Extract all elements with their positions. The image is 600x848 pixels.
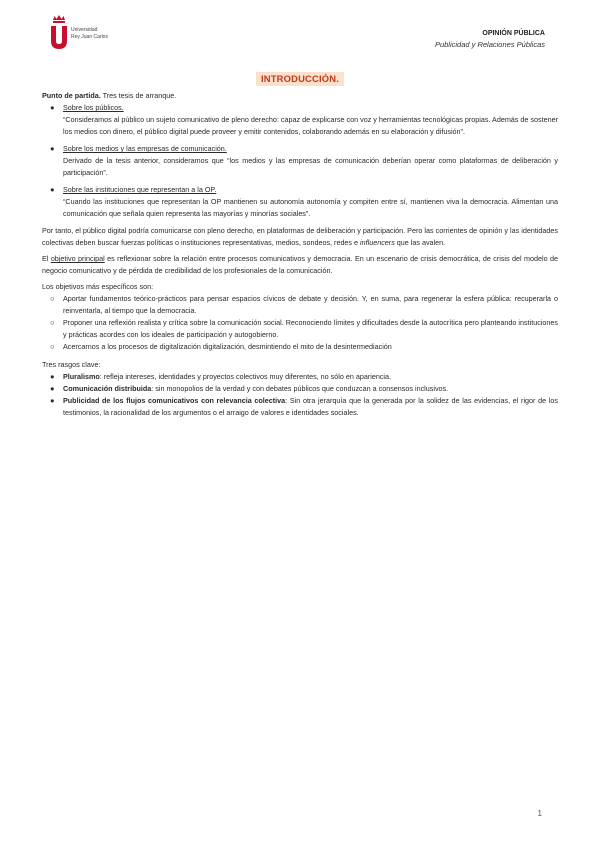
- paragraph-conclusion: [42, 225, 558, 249]
- thesis-heading: Sobre los medios y las empresas de comunicación.: [63, 144, 227, 153]
- title-wrap: [42, 72, 558, 86]
- objective-text: Acercarnos a los procesos de digitalización digitalización, desmintiendo el mito de la desintermediación: [63, 342, 392, 351]
- trait-text: : refleja intereses, identidades y proyectos colectivos muy diferentes, no sólo en apariencia.: [99, 372, 392, 381]
- university-logo: [50, 14, 120, 50]
- trait-item: [42, 395, 558, 419]
- objective-item: [42, 317, 558, 341]
- thesis-item: [42, 143, 558, 179]
- trait-item: [42, 383, 558, 395]
- thesis-heading: Sobre las instituciones que representan a la OP.: [63, 185, 217, 194]
- intro-text: Tres tesis de arranque.: [100, 91, 177, 100]
- para1-end: que las avalen.: [394, 238, 446, 247]
- thesis-item: [42, 184, 558, 220]
- objectives-intro: Los objetivos más específicos son:: [42, 282, 154, 291]
- page-number: 1: [537, 809, 542, 818]
- circle-bullet-icon: ○: [50, 342, 55, 351]
- document-body: [42, 72, 558, 419]
- thesis-text: Derivado de la tesis anterior, consideramos que “los medios y las empresas de comunicación deberían operar como plataformas de deliberación y participación”.: [63, 156, 558, 177]
- thesis-text: “Consideramos al público un sujeto comunicativo de pleno derecho: capaz de explicarse con voz y herramientas tecnológicas propias. Además de sostener los medios con dinero, el público digital puede proveer y emitir contenidos, colaborando además en su elaboración y difusión”.: [63, 115, 558, 136]
- circle-bullet-icon: ○: [50, 294, 55, 303]
- subject-title: OPINIÓN PÚBLICA: [482, 30, 545, 37]
- trait-bold: Pluralismo: [63, 372, 100, 381]
- degree-subtitle: Publicidad y Relaciones Públicas: [434, 40, 545, 49]
- logo-line-2: Rey Juan Carlos: [71, 33, 108, 40]
- thesis-item: [42, 102, 558, 138]
- para2-start: El: [42, 254, 51, 263]
- para1-italic: influencers: [360, 238, 395, 247]
- university-logo-icon: [50, 14, 68, 50]
- bullet-icon: ●: [50, 185, 55, 194]
- trait-item: [42, 371, 558, 383]
- theses-list: [42, 102, 558, 220]
- bullet-icon: ●: [50, 396, 55, 405]
- traits-list: [42, 371, 558, 419]
- para2-underline: objetivo principal: [50, 254, 105, 263]
- bullet-icon: ●: [50, 103, 55, 112]
- objective-item: [42, 293, 558, 317]
- para1-main: Por tanto, el público digital podría comunicarse con pleno derecho, en plataformas de deliberación y participación. Pero las corrientes de opinión y las identidades colectivas deben buscar fuerzas políticas o instituciones representativas, medios, sondeos, redes e: [42, 226, 558, 247]
- intro-line: [42, 90, 558, 102]
- objective-text: Proponer una reflexión realista y crítica sobre la comunicación social. Reconociendo límites y dificultades desde la autocrítica pero planteando instituciones y prácticas acordes con los ideales de participación y autogobierno.: [63, 318, 558, 339]
- trait-bold: Publicidad de los flujos comunicativos con relevancia colectiva: [63, 396, 286, 405]
- bullet-icon: ●: [50, 384, 55, 393]
- trait-text: : sin monopolios de la verdad y con debates públicos que conduzcan a consensos inclusivos.: [151, 384, 449, 393]
- logo-text: [71, 27, 108, 40]
- paragraph-objective: [42, 253, 558, 277]
- objectives-list: [42, 293, 558, 353]
- traits-intro: Tres rasgos clave:: [42, 360, 101, 369]
- trait-text: : Sin otra jerarquía que la generada por la solidez de las evidencias, el rigor de los testimonios, la racionalidad de los argumentos o el arraigo de valores e identidades sociales.: [63, 396, 559, 417]
- header-info: [435, 30, 545, 49]
- trait-bold: Comunicación distribuida: [63, 384, 152, 393]
- bullet-icon: ●: [50, 144, 55, 153]
- circle-bullet-icon: ○: [50, 318, 55, 327]
- para2-rest: es reflexionar sobre la relación entre procesos comunicativos y democracia. En un escenario de crisis democrática, de crisis del modelo de negocio comunicativo y de pérdida de credibilidad de los profesionales de la comunicación.: [42, 254, 559, 275]
- thesis-text: “Cuando las instituciones que representan la OP mantienen su autonomía autonomía y compiten entre sí, mantienen viva la democracia. Alimentan una comunicación que señala quien representa las mayorías y minorías sociales”.: [63, 197, 558, 218]
- thesis-heading: Sobre los públicos.: [63, 103, 124, 112]
- bullet-icon: ●: [50, 372, 55, 381]
- logo-line-1: Universidad: [71, 27, 98, 33]
- intro-bold: Punto de partida.: [42, 91, 101, 100]
- objective-text: Aportar fundamentos teórico-prácticos para pensar espacios cívicos de debate y decisión. Y, en suma, para regenerar la esfera pública: recuperarla o reinventarla, al tiempo que la democracia.: [63, 294, 558, 315]
- section-title: INTRODUCCIÓN.: [256, 72, 344, 86]
- objective-item: [42, 341, 558, 353]
